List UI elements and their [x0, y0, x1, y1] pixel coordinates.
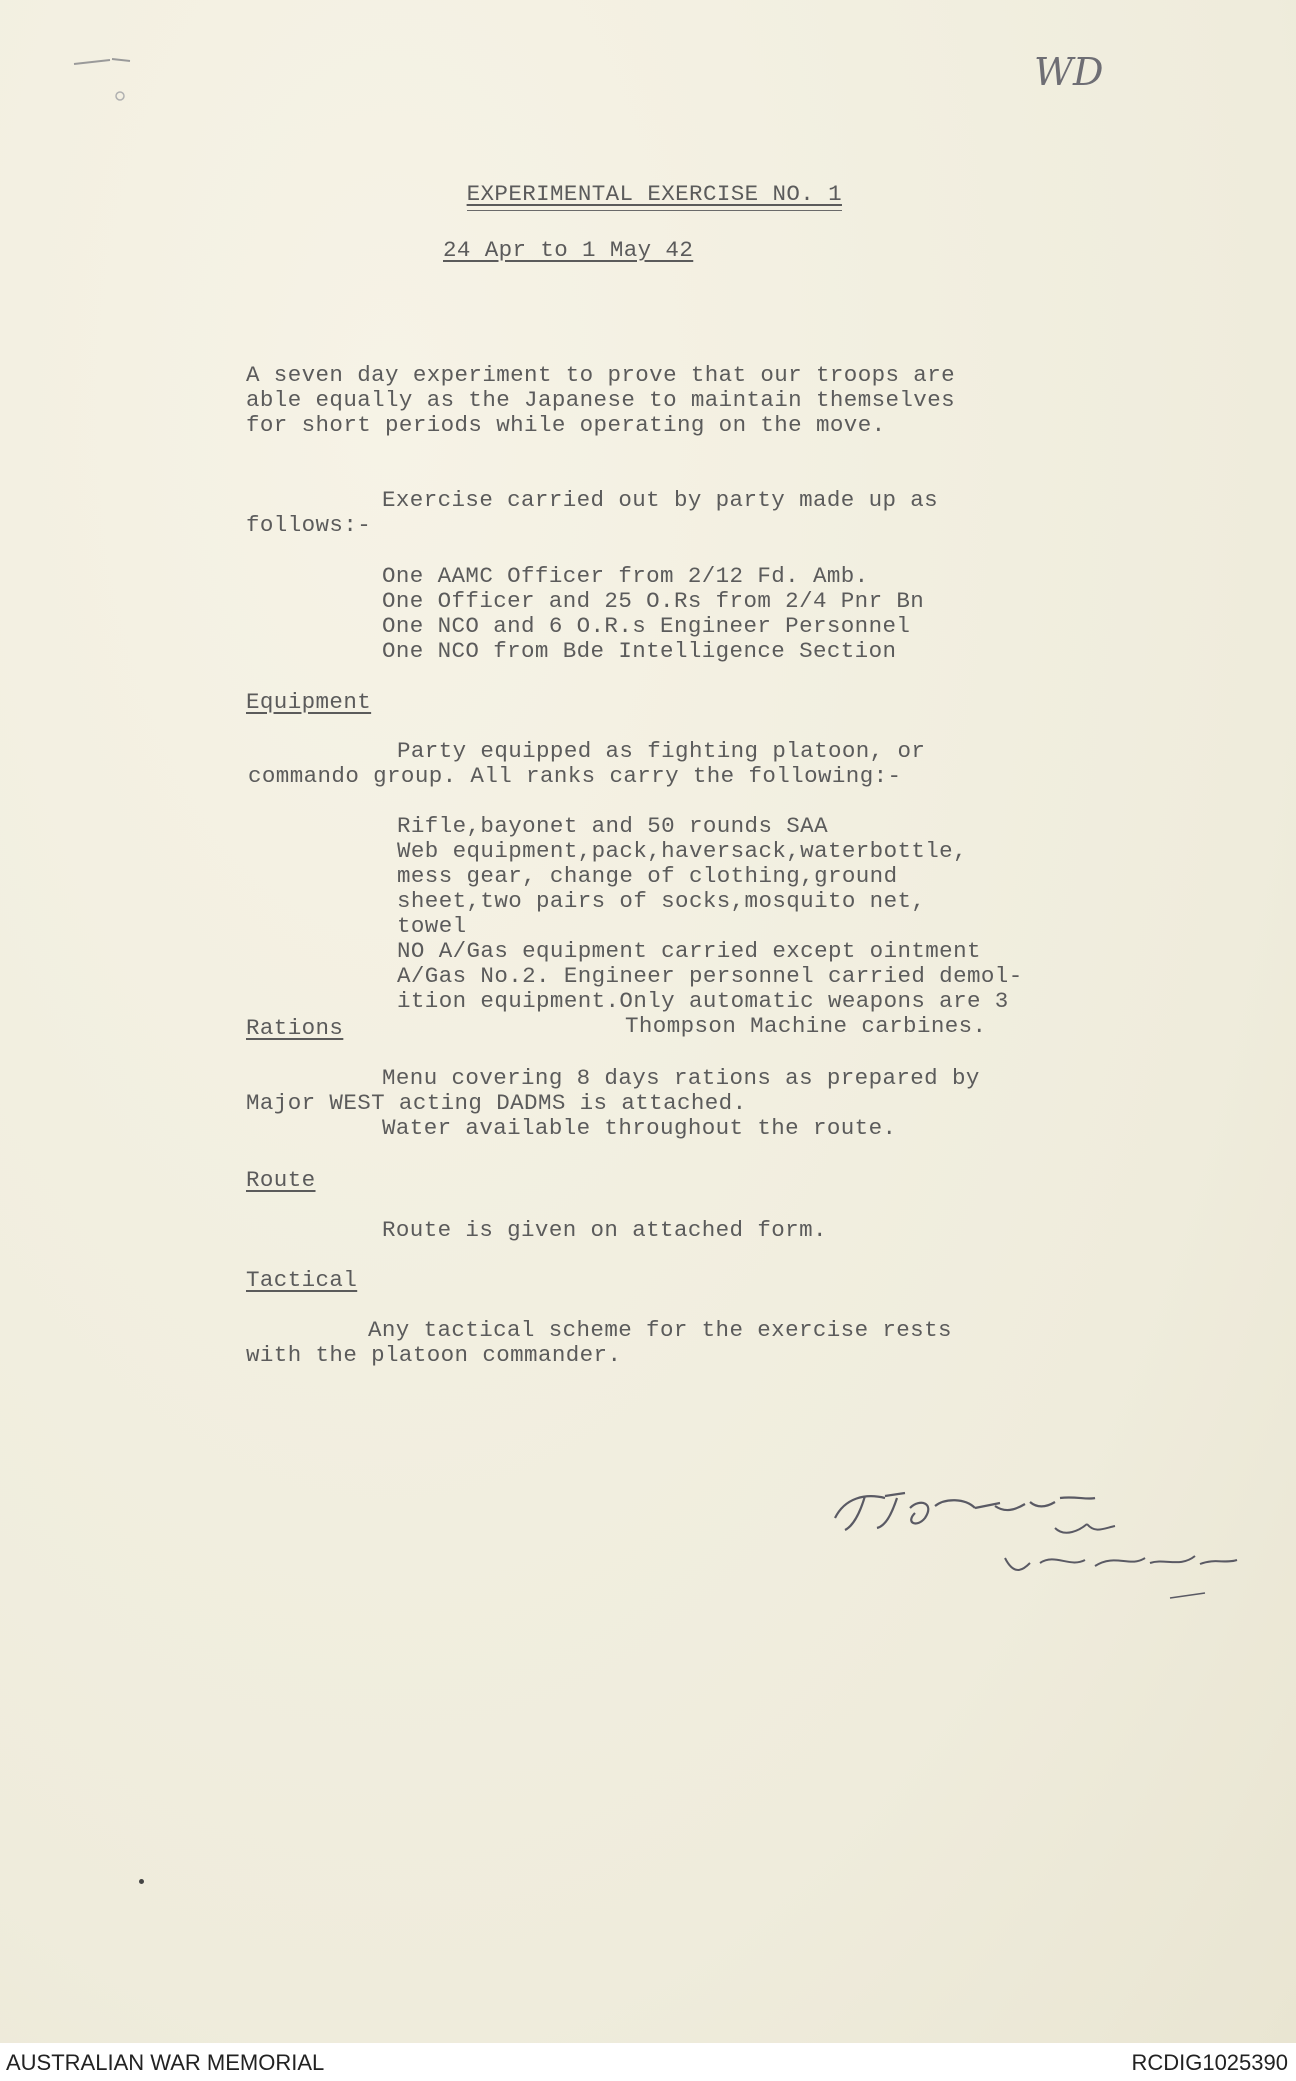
- rations-heading: Rations: [246, 1015, 344, 1041]
- equipment-line: sheet,two pairs of socks,mosquito net,: [397, 888, 926, 914]
- tactical-line: with the platoon commander.: [246, 1342, 622, 1368]
- rations-line: Major WEST acting DADMS is attached.: [246, 1090, 747, 1116]
- party-intro-line: follows:-: [246, 512, 372, 538]
- intro-line: for short periods while operating on the move.: [246, 412, 886, 438]
- route-heading: Route: [246, 1167, 316, 1193]
- punch-dot: [139, 1879, 144, 1884]
- party-list-item: One NCO from Bde Intelligence Section: [382, 638, 897, 664]
- handwritten-signature: [825, 1468, 1245, 1608]
- party-list-item: One AAMC Officer from 2/12 Fd. Amb.: [382, 563, 869, 589]
- tactical-heading: Tactical: [246, 1267, 358, 1293]
- equipment-line: A/Gas No.2. Engineer personnel carried demol-: [397, 963, 1023, 989]
- rations-line: Water available throughout the route.: [382, 1115, 897, 1141]
- equipment-intro-line: commando group. All ranks carry the following:-: [248, 763, 902, 789]
- title-text: EXPERIMENTAL EXERCISE NO. 1: [467, 181, 842, 211]
- equipment-line: mess gear, change of clothing,ground: [397, 863, 898, 889]
- party-list-item: One Officer and 25 O.Rs from 2/4 Pnr Bn: [382, 588, 925, 614]
- footer-record-id: RCDIG1025390: [1131, 2050, 1288, 2075]
- equipment-line: Rifle,bayonet and 50 rounds SAA: [397, 813, 828, 839]
- party-list-item: One NCO and 6 O.R.s Engineer Personnel: [382, 613, 911, 639]
- document-title: [411, 157, 842, 232]
- equipment-line: Web equipment,pack,haversack,waterbottle,: [397, 838, 967, 864]
- footer-institution: AUSTRALIAN WAR MEMORIAL: [6, 2050, 325, 2075]
- party-intro-line: Exercise carried out by party made up as: [382, 487, 939, 513]
- equipment-heading: Equipment: [246, 689, 372, 715]
- corner-mark-wd: WD: [1034, 50, 1104, 94]
- rations-line: Menu covering 8 days rations as prepared by: [382, 1065, 980, 1091]
- equipment-line: Thompson Machine carbines.: [625, 1013, 987, 1039]
- equipment-line: towel: [397, 913, 467, 939]
- route-text: Route is given on attached form.: [382, 1217, 827, 1243]
- date-range: 24 Apr to 1 May 42: [443, 237, 694, 263]
- equipment-intro-line: Party equipped as fighting platoon, or: [397, 738, 926, 764]
- intro-line: A seven day experiment to prove that our troops are: [246, 362, 956, 388]
- equipment-line: NO A/Gas equipment carried except ointment: [397, 938, 981, 964]
- tactical-line: Any tactical scheme for the exercise rests: [368, 1317, 952, 1343]
- equipment-line: ition equipment.Only automatic weapons are 3: [397, 988, 1009, 1014]
- intro-line: able equally as the Japanese to maintain themselves: [246, 387, 956, 413]
- pencil-smudge-mark: [70, 50, 160, 110]
